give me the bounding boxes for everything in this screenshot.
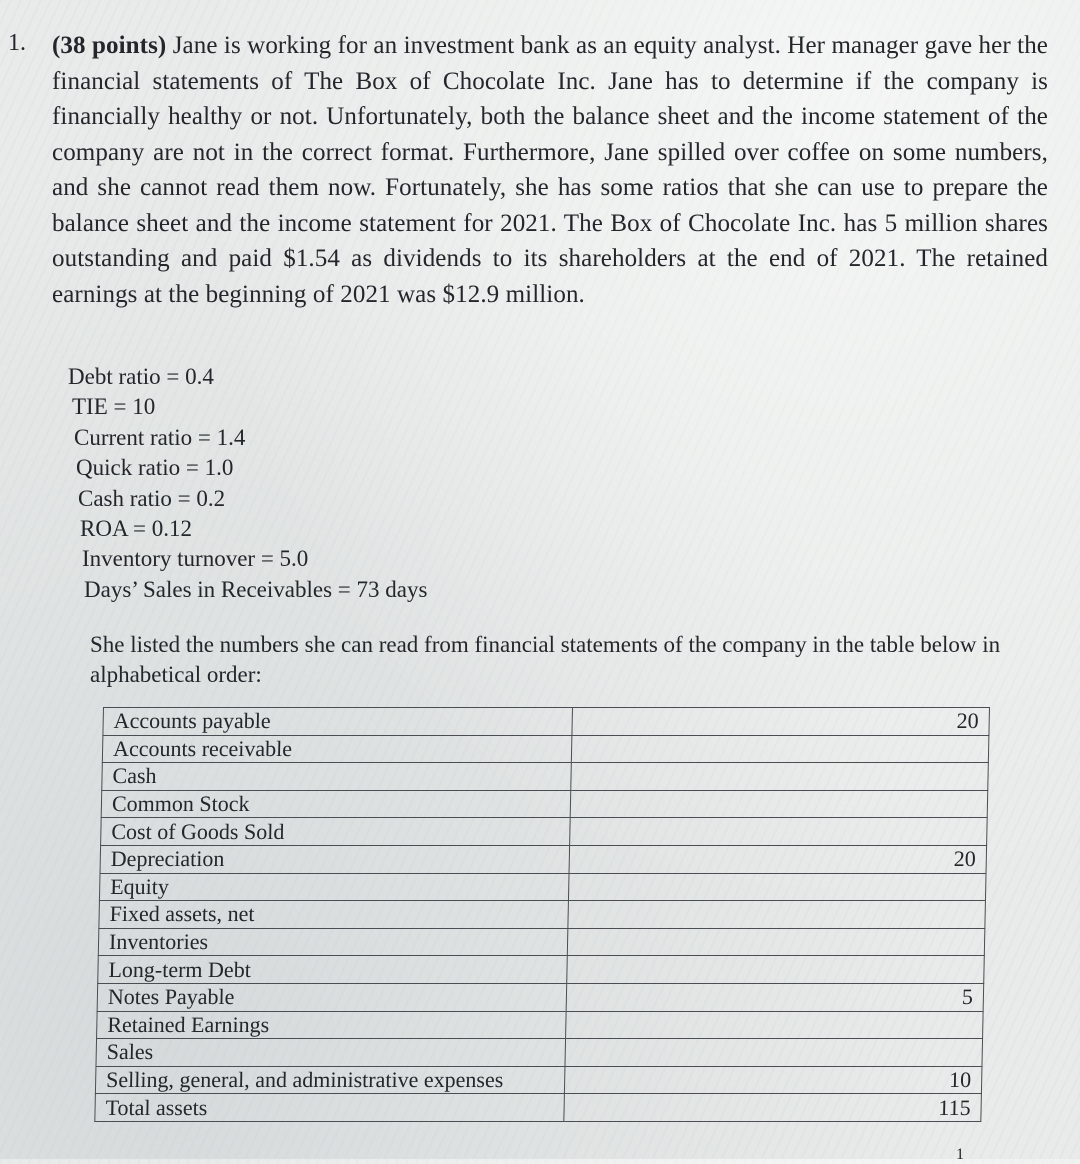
row-label: Notes Payable	[97, 983, 567, 1011]
row-value	[567, 956, 985, 984]
question-number: 1.	[8, 30, 26, 56]
row-label: Equity	[99, 873, 569, 901]
row-label: Accounts receivable	[102, 735, 572, 763]
row-value: 10	[564, 1066, 982, 1094]
table-row	[95, 1066, 982, 1094]
row-value	[566, 1011, 984, 1039]
table-row	[95, 1094, 982, 1122]
row-label: Cost of Goods Sold	[101, 818, 571, 846]
question-1	[8, 28, 1048, 312]
question-points: (38 points)	[52, 32, 167, 59]
row-label: Depreciation	[100, 845, 570, 873]
ratio-inventory-turnover: Inventory turnover = 5.0	[82, 546, 309, 572]
table-row	[98, 956, 985, 984]
table-row	[103, 708, 990, 736]
ratio-roa: ROA = 0.12	[80, 516, 193, 542]
table-row	[99, 901, 986, 929]
row-value	[570, 818, 988, 846]
table-row	[98, 928, 985, 956]
row-value	[567, 928, 985, 956]
table-row	[97, 983, 984, 1011]
ratio-quick: Quick ratio = 1.0	[76, 455, 234, 481]
question-text	[52, 28, 1048, 312]
row-value: 115	[564, 1094, 982, 1122]
ratio-debt: Debt ratio = 0.4	[68, 364, 214, 389]
row-label: Common Stock	[101, 790, 571, 818]
row-value	[568, 901, 986, 929]
ratio-days-sales-receivables: Days’ Sales in Receivables = 73 days	[84, 576, 428, 602]
row-label: Inventories	[98, 928, 568, 956]
financial-items-table	[94, 707, 990, 1122]
row-value: 5	[566, 983, 984, 1011]
row-value	[565, 1039, 983, 1067]
row-label: Sales	[96, 1039, 566, 1067]
table-intro-text: She listed the numbers she can read from financial statements of the company in the table below in alphabetical order:	[90, 632, 1001, 687]
row-label: Selling, general, and administrative expenses	[95, 1066, 565, 1094]
row-value	[571, 763, 989, 791]
table-row	[101, 818, 988, 846]
row-value	[571, 735, 989, 763]
row-value: 20	[569, 845, 987, 873]
row-label: Long-term Debt	[98, 956, 568, 984]
question-body: Jane is working for an investment bank as an equity analyst. Her manager gave her the financial statements of The Box of Chocolate Inc. Jane has to determine if the company is financially healthy or not. Unfortunately, both the balance sheet and the income statement of the company are not in the correct format. Furthermore, Jane spilled over coffee on some numbers, and she cannot read them now. Fortunately, she has some ratios that she can use to prepare the balance sheet and the income statement for 2021. The Box of Chocolate Inc. has 5 million shares outstanding and paid $1.54 as dividends to its shareholders at the end of 2021. The retained earnings at the beginning of 2021 was $12.9 million.	[52, 32, 1049, 308]
table-row	[99, 873, 986, 901]
page-number: 1	[956, 1146, 964, 1163]
row-label: Accounts payable	[103, 708, 573, 736]
row-value: 20	[572, 708, 990, 736]
row-value	[570, 790, 988, 818]
row-value	[568, 873, 986, 901]
table-row	[100, 845, 987, 873]
row-label: Total assets	[95, 1094, 565, 1122]
ratio-tie: TIE = 10	[72, 394, 156, 420]
ratio-current: Current ratio = 1.4	[74, 424, 246, 450]
row-label: Fixed assets, net	[99, 901, 569, 929]
table-row	[96, 1039, 983, 1067]
ratio-list	[68, 362, 427, 605]
ratio-cash: Cash ratio = 0.2	[78, 485, 226, 511]
table-row	[102, 763, 989, 791]
table-row	[101, 790, 988, 818]
table-row	[97, 1011, 984, 1039]
row-label: Retained Earnings	[97, 1011, 567, 1039]
row-label: Cash	[102, 763, 572, 791]
table-row	[102, 735, 989, 763]
